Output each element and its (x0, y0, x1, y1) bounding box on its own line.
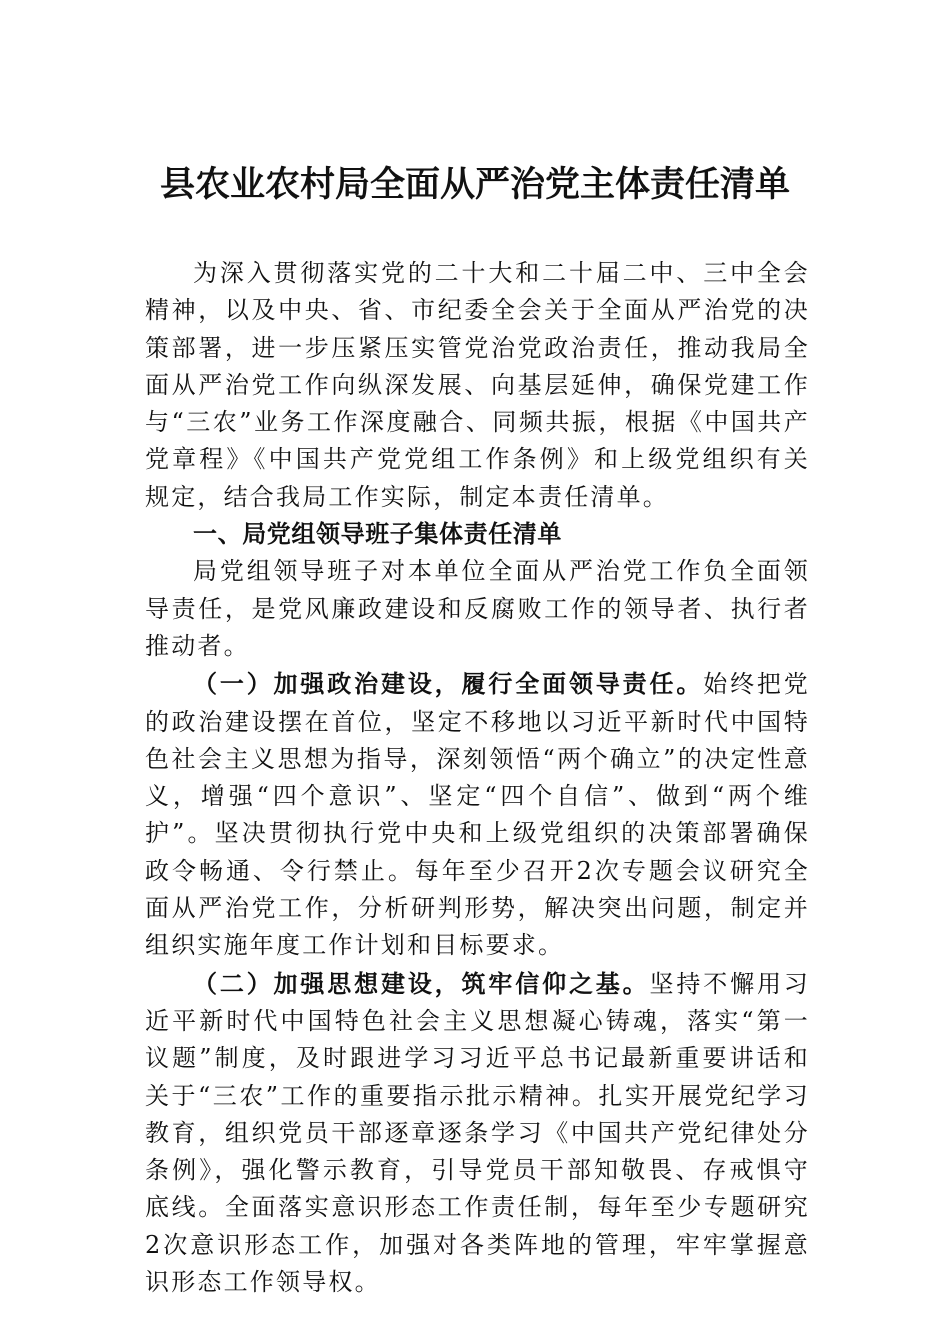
item-lead-ideological: （二）加强思想建设，筑牢信仰之基。 (193, 968, 650, 998)
section-heading: 一、局党组领导班子集体责任清单 (193, 520, 562, 549)
item-paragraph-political (145, 665, 810, 964)
section-lead-paragraph: 局党组领导班子对本单位全面从严治党工作负全面领导责任，是党风廉政建设和反腐败工作的领导者、执行者推动者。 (145, 557, 810, 660)
item-lead-political: （一）加强政治建设，履行全面领导责任。 (193, 669, 704, 699)
item-text-ideological: 坚持不懈用习近平新时代中国特色社会主义思想凝心铸魂，落实“第一议题”制度，及时跟进学习习近平总书记最新重要讲话和关于“三农”工作的重要指示批示精神。扎实开展党纪学习教育，组织党员干部逐章逐条学习《中国共产党纪律处分条例》，强化警示教育，引导党员干部知敬畏、存戒惧守底线。全面落实意识形态工作责任制，每年至少专题研究2次意识形态工作，加强对各类阵地的管理，牢牢掌握意识形态工作领导权。 (145, 969, 811, 1297)
document-title: 县农业农村局全面从严治党主体责任清单 (159, 165, 790, 205)
item-text-political: 始终把党的政治建设摆在首位，坚定不移地以习近平新时代中国特色社会主义思想为指导，深刻领悟“两个确立”的决定性意义，增强“四个意识”、坚定“四个自信”、做到“两个维护”。坚决贯彻执行党中央和上级党组织的决策部署确保政令畅通、令行禁止。每年至少召开2次专题会议研究全面从严治党工作，分析研判形势，解决突出问题，制定并组织实施年度工作计划和目标要求。 (145, 670, 810, 960)
intro-paragraph: 为深入贯彻落实党的二十大和二十届二中、三中全会精神，以及中央、省、市纪委全会关于全面从严治党的决策部署，进一步压紧压实管党治党政治责任，推动我局全面从严治党工作向纵深发展、向基层延伸，确保党建工作与“三农”业务工作深度融合、同频共振，根据《中国共产党章程》《中国共产党党组工作条例》和上级党组织有关规定，结合我局工作实际，制定本责任清单。 (145, 259, 810, 511)
document-body (145, 255, 810, 1301)
item-paragraph-ideological (145, 965, 810, 1302)
